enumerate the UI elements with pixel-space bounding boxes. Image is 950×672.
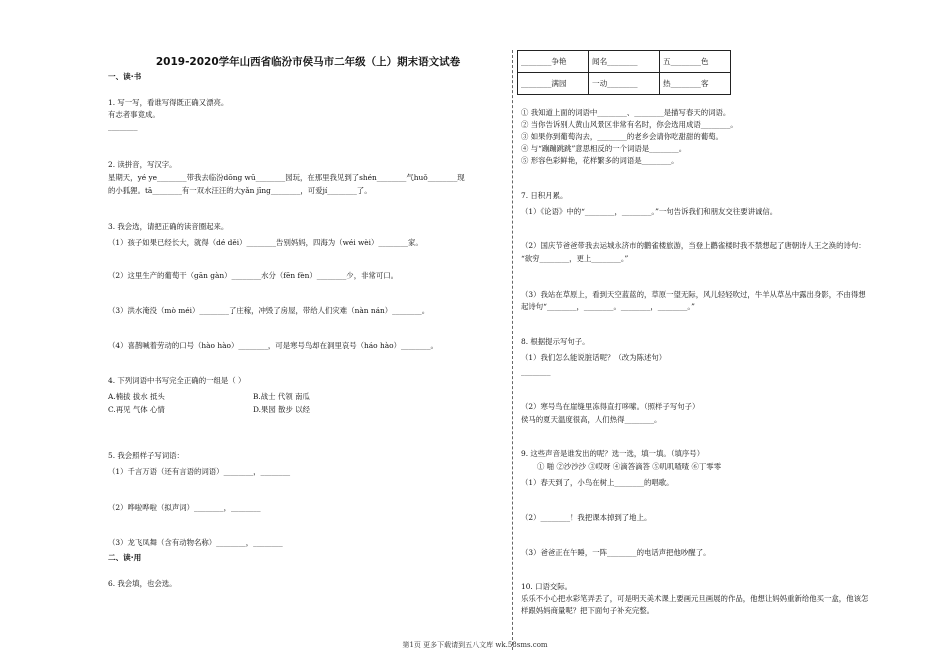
- q4-option-a: A.楠拔 拔水 抵头: [108, 392, 165, 401]
- q3-prompt: 3. 我会选，请把正确的读音圈起来。: [108, 222, 229, 231]
- q8-prompt: 8. 根据提示写句子。: [521, 337, 590, 346]
- q2-prompt: 2. 读拼音，写汉字。: [108, 160, 177, 169]
- q2-line2: 的小狐狸。tā________有一双水汪汪的大yǎn jīng________，可爱jí________了。: [108, 186, 372, 195]
- vocab-fill-table: [517, 50, 731, 95]
- table-cell: ________争艳: [518, 51, 589, 73]
- q7-item3-line2: 起诗句“________，________。________，________。”: [521, 302, 695, 311]
- q3-item2: （2）这里生产的葡萄干（gān gàn）________水分（fēn fèn）________少，非常可口。: [108, 271, 399, 280]
- q6-prompt: 6. 我会填，也会选。: [108, 579, 177, 588]
- q7-item2-line2: “欲穷________，更上________。”: [521, 254, 629, 263]
- q4-option-d: D.果园 散步 以经: [253, 405, 311, 414]
- q3-item1: （1）孩子如果已经长大，就得（dé děi）________告别妈妈，四海为（wéi wèi）________家。: [108, 238, 423, 247]
- table-cell: 一动________: [589, 73, 660, 95]
- q10-prompt: 10. 口语交际。: [521, 582, 573, 591]
- q6-item4: ④ 与“蹦蹦跳跳”意思相反的一个词语是________。: [521, 144, 687, 153]
- q4-option-b: B.战士 代领 南瓜: [253, 392, 310, 401]
- table-row: [518, 73, 731, 95]
- q3-item4: （4）喜鹊喊着劳动的口号（hào hào）________，可是寒号鸟却在洞里哀号（háo hào）________。: [108, 341, 438, 350]
- page-footer: 第1页 更多下载请到五八文库 wk.58sms.com: [402, 641, 548, 649]
- q6-item5: ⑤ 形容色彩鲜艳，花样繁多的词语是________。: [521, 156, 679, 165]
- q6-item1: ① 我知道上面的词语中________、________是描写春天的词语。: [521, 108, 731, 117]
- q7-item2-line1: （2）国庆节爸爸带我去运城永济市的鹳雀楼旅游，当登上鹳雀楼时我不禁想起了唐朝诗人王之涣的诗句：: [521, 241, 866, 250]
- q8-item1: （1）我们怎么能说脏话呢？（改为陈述句）: [521, 353, 667, 362]
- table-cell: ________满园: [518, 73, 589, 95]
- q1-text: 有志者事竟成。: [108, 110, 160, 119]
- table-row: [518, 51, 731, 73]
- q5-item1: （1）千言万语（还有言语的词语）________，________: [108, 467, 291, 476]
- q5-prompt: 5. 我会照样子写词语：: [108, 451, 184, 460]
- page-title: 2019-2020学年山西省临汾市侯马市二年级（上）期末语文试卷: [155, 56, 461, 68]
- column-divider: [512, 50, 513, 650]
- table-cell: 五________色: [660, 51, 731, 73]
- section-heading-read-write: 一、读·书: [108, 72, 142, 81]
- q6-item3: ③ 如果你到葡萄沟去，________的老乡会请你吃甜甜的葡萄。: [521, 132, 723, 141]
- q10-line1: 乐乐不小心把水彩笔弄丢了，可是明天美术课上要画元旦画展的作品，他想让妈妈重新给他买一盒，他该怎: [521, 594, 869, 603]
- q9-item1: （1）春天到了，小鸟在树上________的唱歌。: [521, 478, 674, 487]
- q1-answer-blank: ________: [108, 122, 138, 131]
- q7-prompt: 7. 日积月累。: [521, 191, 568, 200]
- q8-item2: （2）寒号鸟在崖缝里冻得直打哆嗦。（照样子写句子）: [521, 402, 700, 411]
- table-cell: 闻名________: [589, 51, 660, 73]
- q2-line1: 星期天，yé ye________带我去临汾dōng wū________园玩，在那里我见到了shén________气huǒ________现: [108, 173, 465, 182]
- q5-item3: （3）龙飞凤舞（含有动物名称）________，________: [108, 538, 283, 547]
- q9-options: ① 啪 ②沙沙沙 ③哎呀 ④滴答滴答 ⑤叽叽喳喳 ⑥丁零零: [537, 462, 722, 471]
- section-heading-read-use: 二、读·用: [108, 553, 142, 562]
- q1-prompt: 1. 写一写，看谁写得既正确又漂亮。: [108, 98, 229, 107]
- q10-line2: 样跟妈妈商量呢？把下面句子补充完整。: [521, 606, 655, 615]
- q5-item2: （2）哗啦哗啦（拟声词）________，________: [108, 503, 261, 512]
- q9-prompt: 9. 这些声音是谁发出的呢？选一选，填一填。（填序号）: [521, 449, 705, 458]
- table-cell: 热________客: [660, 73, 731, 95]
- q6-item2: ② 当你告诉别人黄山风景区非常有名时，你会选用成语________。: [521, 120, 738, 129]
- q3-item3: （3）洪水淹没（mò méi）________了庄稼，冲毁了房屋，带给人们灾难（nàn nán）________。: [108, 306, 430, 315]
- q8-item1-answer: ________: [521, 367, 551, 376]
- q7-item1: （1）《论语》中的“________，________。”一句告诉我们和朋友交往要讲诚信。: [521, 207, 778, 216]
- q8-item2-task: 侯马的夏天温度很高，人们热得________。: [521, 415, 662, 424]
- q4-option-c: C.再见 气体 心情: [108, 405, 165, 414]
- q9-item3: （3）爸爸正在午睡，一阵________的电话声把他吵醒了。: [521, 548, 711, 557]
- q7-item3-line1: （3）我站在草原上，看到天空蓝蓝的，草原一望无际，风儿轻轻吹过，牛羊从草丛中露出身影，不由得想: [521, 290, 866, 299]
- q9-item2: （2）________！我把课本掉到了地上。: [521, 513, 652, 522]
- q4-prompt: 4. 下列词语中书写完全正确的一组是（ ）: [108, 376, 246, 385]
